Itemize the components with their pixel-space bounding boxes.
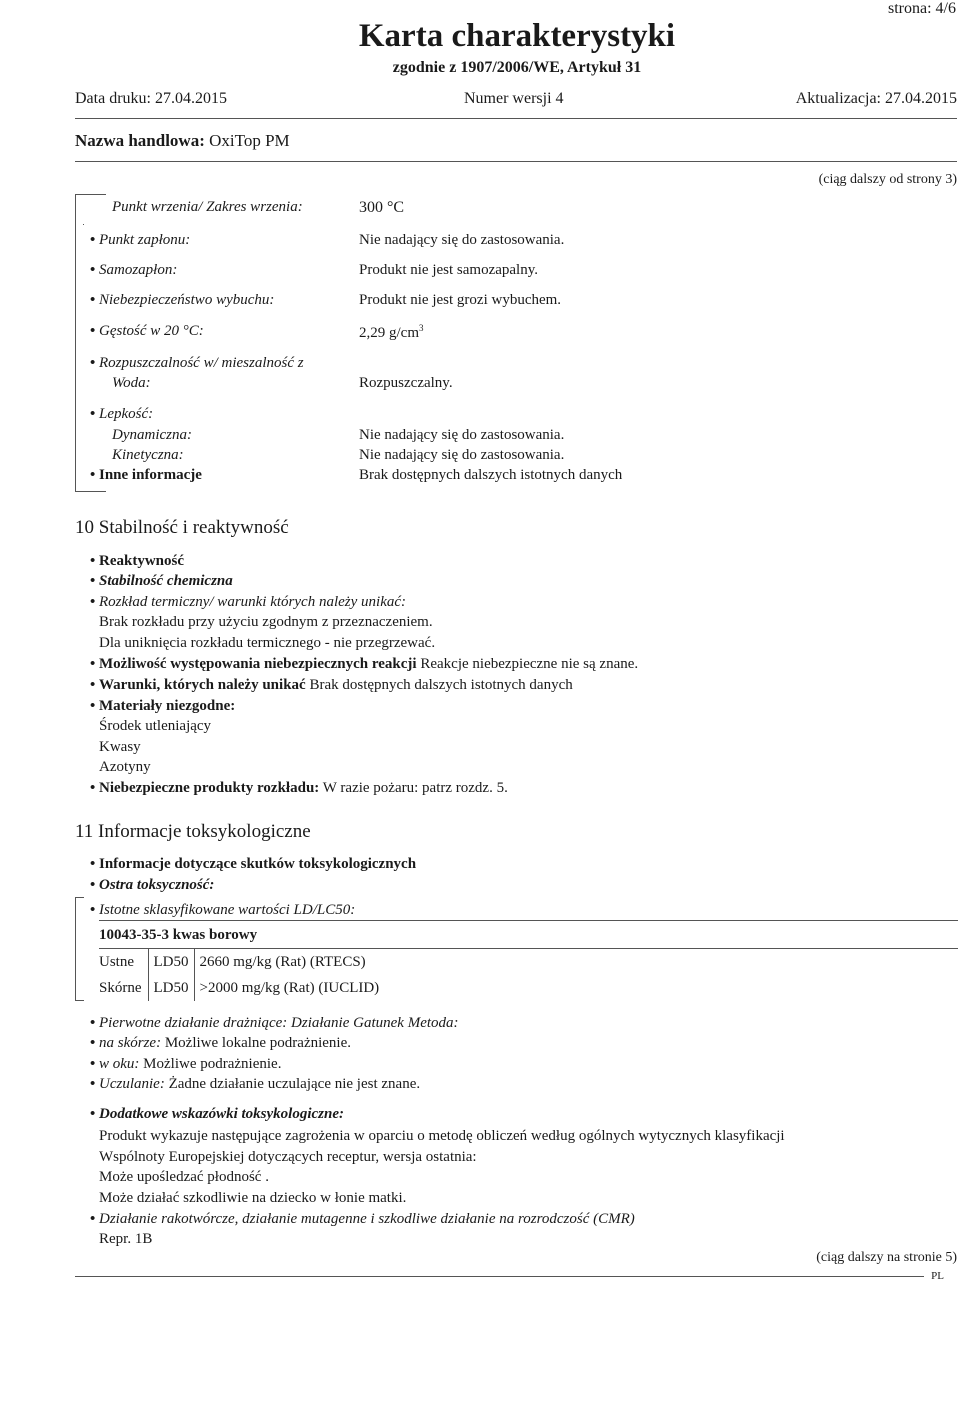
kinematic-value: Nie nadający się do zastosowania.	[359, 447, 565, 463]
self-ignition-value: Produkt nie jest samozapalny.	[359, 262, 538, 278]
table-row	[93, 975, 384, 1001]
table-row	[93, 949, 384, 975]
trade-name	[75, 131, 290, 151]
water-value: Rozpuszczalny.	[359, 375, 453, 391]
trade-name-label: Nazwa handlowa:	[75, 131, 205, 150]
bracket-top	[75, 194, 106, 195]
toxicity-table	[93, 949, 384, 1001]
decomposition-text-2: Dla uniknięcia rozkładu termicznego - nie przegrzewać.	[99, 635, 436, 651]
explosion-value: Produkt nie jest grozi wybuchem.	[359, 292, 562, 308]
bracket-tick	[83, 224, 84, 225]
skin-value: Możliwe lokalne podrażnienie.	[164, 1035, 352, 1051]
conditions-to-avoid-label: Warunki, których należy unikać	[99, 677, 306, 693]
ld-values-label: • Istotne sklasyfikowane wartości LD/LC50:	[99, 902, 355, 919]
water-label: Woda:	[112, 375, 151, 391]
additional-tox-label: • Dodatkowe wskazówki toksykologiczne:	[99, 1106, 344, 1123]
kinematic-label: Kinetyczna:	[112, 447, 184, 463]
tox-info-label: • Informacje dotyczące skutków toksykologicznych	[99, 856, 416, 873]
section-10-heading: 10 Stabilność i reaktywność	[75, 517, 289, 538]
other-info-label: • Inne informacje	[99, 467, 202, 484]
eye-label: w oku:	[99, 1056, 140, 1072]
document-subtitle: zgodnie z 1907/2006/WE, Artykuł 31	[392, 59, 642, 76]
dynamic-label: Dynamiczna:	[112, 427, 192, 443]
continued-to: (ciąg dalszy na stronie 5)	[816, 1250, 957, 1265]
header-rule	[75, 118, 957, 119]
decomposition-products-label: Niebezpieczne produkty rozkładu:	[99, 780, 320, 796]
tox-bracket-top	[75, 897, 84, 898]
substance-name: 10043-35-3 kwas borowy	[99, 927, 258, 943]
incompatible-item: Środek utleniający	[99, 718, 212, 734]
trade-name-value: OxiTop PM	[209, 131, 290, 150]
incompatible-materials-label: • Materiały niezgodne:	[99, 698, 235, 715]
acute-toxicity-label: • Ostra toksyczność:	[99, 877, 214, 894]
primary-irritation-label: • Pierwotne działanie drażniące: Działanie Gatunek Metoda:	[99, 1015, 459, 1032]
flash-point-label: • Punkt zapłonu:	[99, 232, 190, 249]
continued-from: (ciąg dalszy od strony 3)	[818, 172, 957, 187]
density-number: 2,29 g/cm	[359, 325, 419, 341]
additional-tox-text: Produkt wykazuje następujące zagrożenia w oparciu o metodę obliczeń według ogólnych wytycznych klasyfikacji	[99, 1128, 785, 1144]
version-number: Numer wersji 4	[464, 90, 564, 107]
bracket-bottom	[75, 491, 106, 492]
section-bracket	[75, 194, 76, 492]
ld-rule-top	[99, 920, 958, 921]
incompatible-item: Azotyny	[99, 759, 151, 775]
hazardous-reactions	[99, 656, 638, 673]
footer-rule	[75, 1276, 924, 1277]
sensitisation-value: Żadne działanie uczulające nie jest znane.	[168, 1076, 421, 1092]
sensitisation	[99, 1076, 420, 1093]
flash-point-value: Nie nadający się do zastosowania.	[359, 232, 565, 248]
reactivity-label: • Reaktywność	[99, 553, 184, 570]
incompatible-item: Kwasy	[99, 739, 141, 755]
conditions-to-avoid	[99, 677, 573, 694]
dynamic-value: Nie nadający się do zastosowania.	[359, 427, 565, 443]
route-cell: Ustne	[99, 953, 134, 970]
trade-rule	[75, 161, 957, 162]
page-number: strona: 4/6	[888, 0, 956, 17]
hazardous-reactions-label: Możliwość występowania niebezpiecznych reakcji	[99, 656, 417, 672]
hazardous-reactions-value: Reakcje niebezpieczne nie są znane.	[420, 656, 639, 672]
section-11-heading: 11 Informacje toksykologiczne	[75, 821, 311, 842]
cmr-label: • Działanie rakotwórcze, działanie mutagenne i szkodliwe działanie na rozrodczość (CMR)	[99, 1211, 635, 1228]
tox-bracket-bottom	[75, 1000, 84, 1001]
print-date: Data druku: 27.04.2015	[75, 90, 227, 107]
boiling-range-value: 300 °C	[359, 199, 405, 216]
route-cell: Skórne	[99, 979, 142, 996]
sensitisation-label: Uczulanie:	[99, 1076, 165, 1092]
decomposition-label: • Rozkład termiczny/ warunki których należy unikać:	[99, 594, 406, 611]
decomposition-text-1: Brak rozkładu przy użyciu zgodnym z przeznaczeniem.	[99, 614, 433, 630]
boiling-range-label: Punkt wrzenia/ Zakres wrzenia:	[112, 199, 303, 215]
document-title: Karta charakterystyki	[358, 18, 676, 54]
update-date: Aktualizacja: 27.04.2015	[795, 90, 957, 107]
self-ignition-label: • Samozapłon:	[99, 262, 177, 279]
density-exponent: 3	[419, 323, 424, 333]
density-value	[359, 323, 424, 342]
solubility-label: • Rozpuszczalność w/ mieszalność z	[99, 355, 304, 372]
decomposition-products	[99, 780, 508, 797]
tox-bracket	[75, 897, 76, 1001]
conditions-to-avoid-value: Brak dostępnych dalszych istotnych danych	[309, 677, 573, 693]
value-cell: >2000 mg/kg (Rat) (IUCLID)	[194, 975, 384, 1001]
additional-tox-text: Może upośledzać płodność .	[99, 1169, 269, 1185]
other-info-value: Brak dostępnych dalszych istotnych danych	[359, 467, 623, 483]
chemical-stability-label: • Stabilność chemiczna	[99, 573, 233, 590]
additional-tox-text: Może działać szkodliwie na dziecko w łonie matki.	[99, 1190, 407, 1206]
density-label: • Gęstość w 20 °C:	[99, 323, 204, 340]
decomposition-products-value: W razie pożaru: patrz rozdz. 5.	[322, 780, 508, 796]
eye-effect	[99, 1056, 281, 1073]
language-code: PL	[931, 1270, 944, 1282]
type-cell: LD50	[148, 949, 194, 975]
cmr-value: Repr. 1B	[99, 1231, 153, 1247]
skin-label: na skórze:	[99, 1035, 162, 1051]
type-cell: LD50	[148, 975, 194, 1001]
skin-effect	[99, 1035, 351, 1052]
additional-tox-text: Wspólnoty Europejskiej dotyczących receptur, wersja ostatnia:	[99, 1149, 477, 1165]
explosion-label: • Niebezpieczeństwo wybuchu:	[99, 292, 274, 309]
eye-value: Możliwe podrażnienie.	[143, 1056, 282, 1072]
viscosity-label: • Lepkość:	[99, 406, 153, 423]
value-cell: 2660 mg/kg (Rat) (RTECS)	[194, 949, 384, 975]
